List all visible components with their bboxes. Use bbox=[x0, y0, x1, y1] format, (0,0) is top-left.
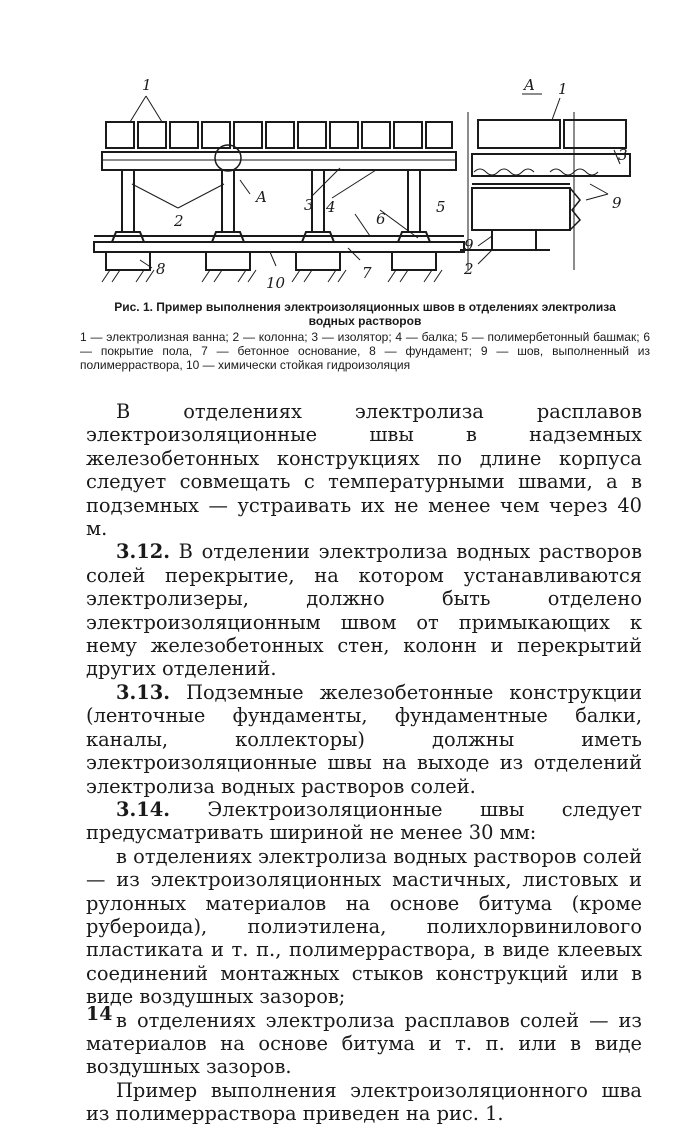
figure-caption bbox=[80, 300, 650, 372]
caption-title: Рис. 1. Пример выполнения электроизоляционных швов в отделениях электролиза водных растворов bbox=[114, 300, 616, 328]
beam bbox=[102, 152, 456, 170]
label-3: 3 bbox=[304, 196, 314, 214]
paragraph-text: Подземные железобетонные конструкции (ленточные фундаменты, фундаментные балки, каналы, коллекторы) должны иметь электроизоляционные швы на выходе из отделений электролиза водных растворов солей. bbox=[86, 680, 642, 798]
page-number: 14 bbox=[86, 1003, 113, 1025]
figure-drawing bbox=[80, 60, 650, 300]
label-1: 1 bbox=[142, 76, 152, 94]
paragraph-3-13 bbox=[86, 681, 642, 798]
label-10: 10 bbox=[266, 274, 286, 292]
electrolysis-baths bbox=[106, 122, 452, 148]
label-a: A bbox=[256, 188, 267, 206]
paragraph-3-12 bbox=[86, 540, 642, 680]
paragraph-text: Электроизоляционные швы следует предусматривать шириной не менее 30 мм: bbox=[86, 797, 642, 845]
clause-number: 3.12. bbox=[116, 540, 170, 564]
paragraph-3-14 bbox=[86, 798, 642, 845]
label-a-detail: A bbox=[524, 76, 535, 94]
paragraph-1: В отделениях электролиза расплавов электроизоляционные швы в надземных железобетонных конструкциях по длине корпуса следует совмещать с температурными швами, а в подземных — устраивать их не менее чем через 40 м. bbox=[86, 400, 642, 541]
clause-number: 3.13. bbox=[116, 680, 170, 704]
detail-a-view bbox=[460, 94, 630, 270]
caption-legend: 1 — электролизная ванна; 2 — колонна; 3 — изолятор; 4 — балка; 5 — полимербетонный башмак; 6 — покрытие пола, 7 — бетонное основание, 8 — фундамент; 9 — шов, выполненный из полимерраствора, 10 — химически стойкая гидроизоляция bbox=[80, 330, 650, 372]
label-6: 6 bbox=[376, 210, 386, 228]
label-9-detail-a: 9 bbox=[612, 194, 622, 212]
label-3-detail: 3 bbox=[618, 146, 628, 164]
label-7: 7 bbox=[362, 264, 372, 282]
clause-number: 3.14. bbox=[116, 797, 170, 821]
figure-1 bbox=[80, 60, 650, 300]
label-5: 5 bbox=[436, 198, 446, 216]
paragraph-example: Пример выполнения электроизоляционного шва из полимерраствора приведен на рис. 1. bbox=[86, 1078, 642, 1126]
body-text bbox=[86, 400, 642, 1126]
paragraph-melts: в отделениях электролиза расплавов солей — из материалов на основе битума и т. п. или в виде воздушных зазоров. bbox=[86, 1008, 642, 1079]
label-4: 4 bbox=[326, 198, 336, 216]
label-1-detail: 1 bbox=[558, 80, 568, 98]
label-2: 2 bbox=[174, 212, 184, 230]
paragraph-aqueous: в отделениях электролиза водных растворов солей — из электроизоляционных мастичных, листовых и рулонных материалов на основе битума (кроме рубероида), полиэтилена, полихлорвинилового пластиката и т. п., полимерраствора, в виде клеевых соединений монтажных стыков конструкций или в виде воздушных зазоров; bbox=[86, 844, 642, 1009]
label-8: 8 bbox=[156, 260, 166, 278]
label-9-detail-b: 9 bbox=[464, 236, 474, 254]
concrete-base bbox=[94, 242, 464, 252]
paragraph-text: В отделении электролиза водных растворов солей перекрытие, на котором устанавливаются электролизеры, должно быть отделено электроизоляционным швом от примыкающих к нему железобетонных стен, колонн и перекрытий других отделений. bbox=[86, 540, 642, 681]
label-2-detail: 2 bbox=[464, 260, 474, 278]
